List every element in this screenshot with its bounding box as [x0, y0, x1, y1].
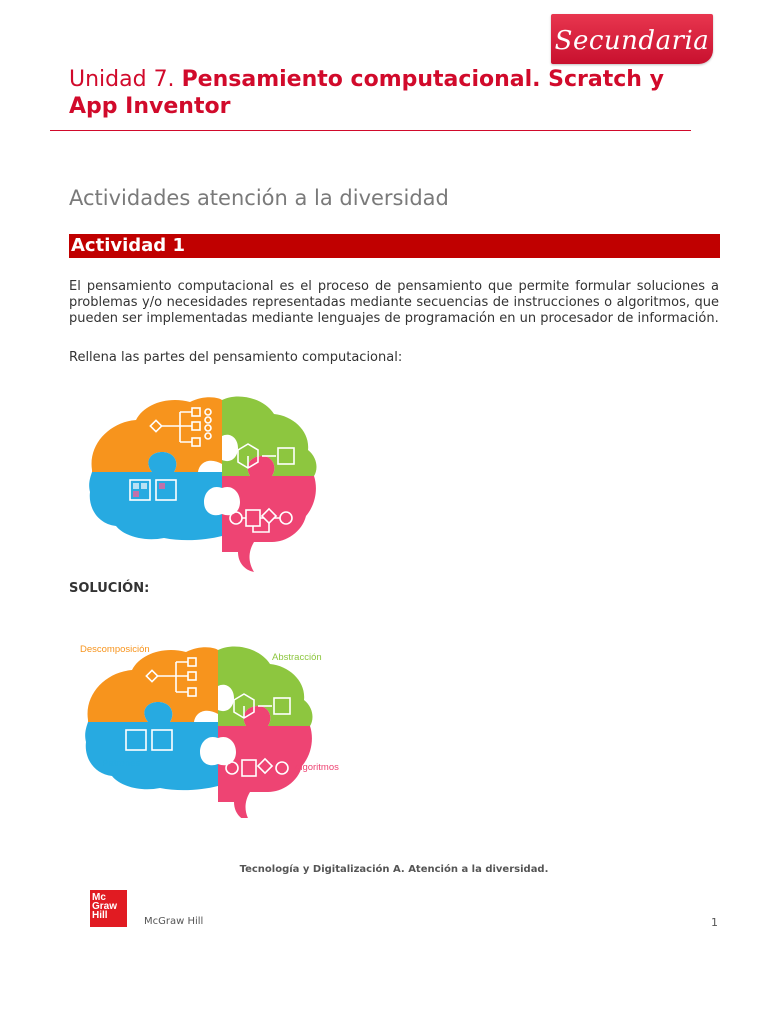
unit-prefix: Unidad 7.: [69, 67, 175, 92]
unit-title: [69, 66, 719, 120]
activity-paragraph: El pensamiento computacional es el proceso de pensamiento que permite formular soluciones a problemas y/o necesidades representadas mediante secuencias de instrucciones o algoritmos, que pueden ser implementadas mediante lenguajes de programación en un procesador de información.: [69, 279, 719, 326]
brain-puzzle-image: [88, 392, 318, 572]
footer-text: Tecnología y Digitalización A. Atención a la diversidad.: [239, 864, 549, 875]
brain-puzzle-solution-image: [80, 638, 360, 818]
logo-line-3: Hill: [92, 910, 108, 921]
logo-line-2: Graw: [92, 901, 118, 912]
publisher-name: McGraw Hill: [144, 916, 204, 927]
secundaria-badge: Secundaria: [551, 14, 713, 64]
section-title: Actividades atención a la diversidad: [69, 186, 449, 210]
label-patrones: Patrones: [102, 758, 141, 769]
solution-label: SOLUCIÓN:: [69, 581, 150, 596]
logo-line-1: Mc: [92, 892, 106, 903]
label-algoritmos: Algoritmos: [294, 762, 339, 773]
label-descomposicion: Descomposición: [80, 644, 150, 655]
activity-instruction: Rellena las partes del pensamiento computacional:: [69, 350, 403, 365]
header-divider: [50, 130, 691, 131]
mcgraw-hill-logo: [90, 890, 127, 927]
label-abstraccion: Abstracción: [272, 652, 322, 663]
page-number: 1: [711, 916, 718, 929]
activity-title: Actividad 1: [69, 234, 720, 258]
unit-name: Pensamiento computacional. Scratch y App Inventor: [69, 67, 664, 119]
